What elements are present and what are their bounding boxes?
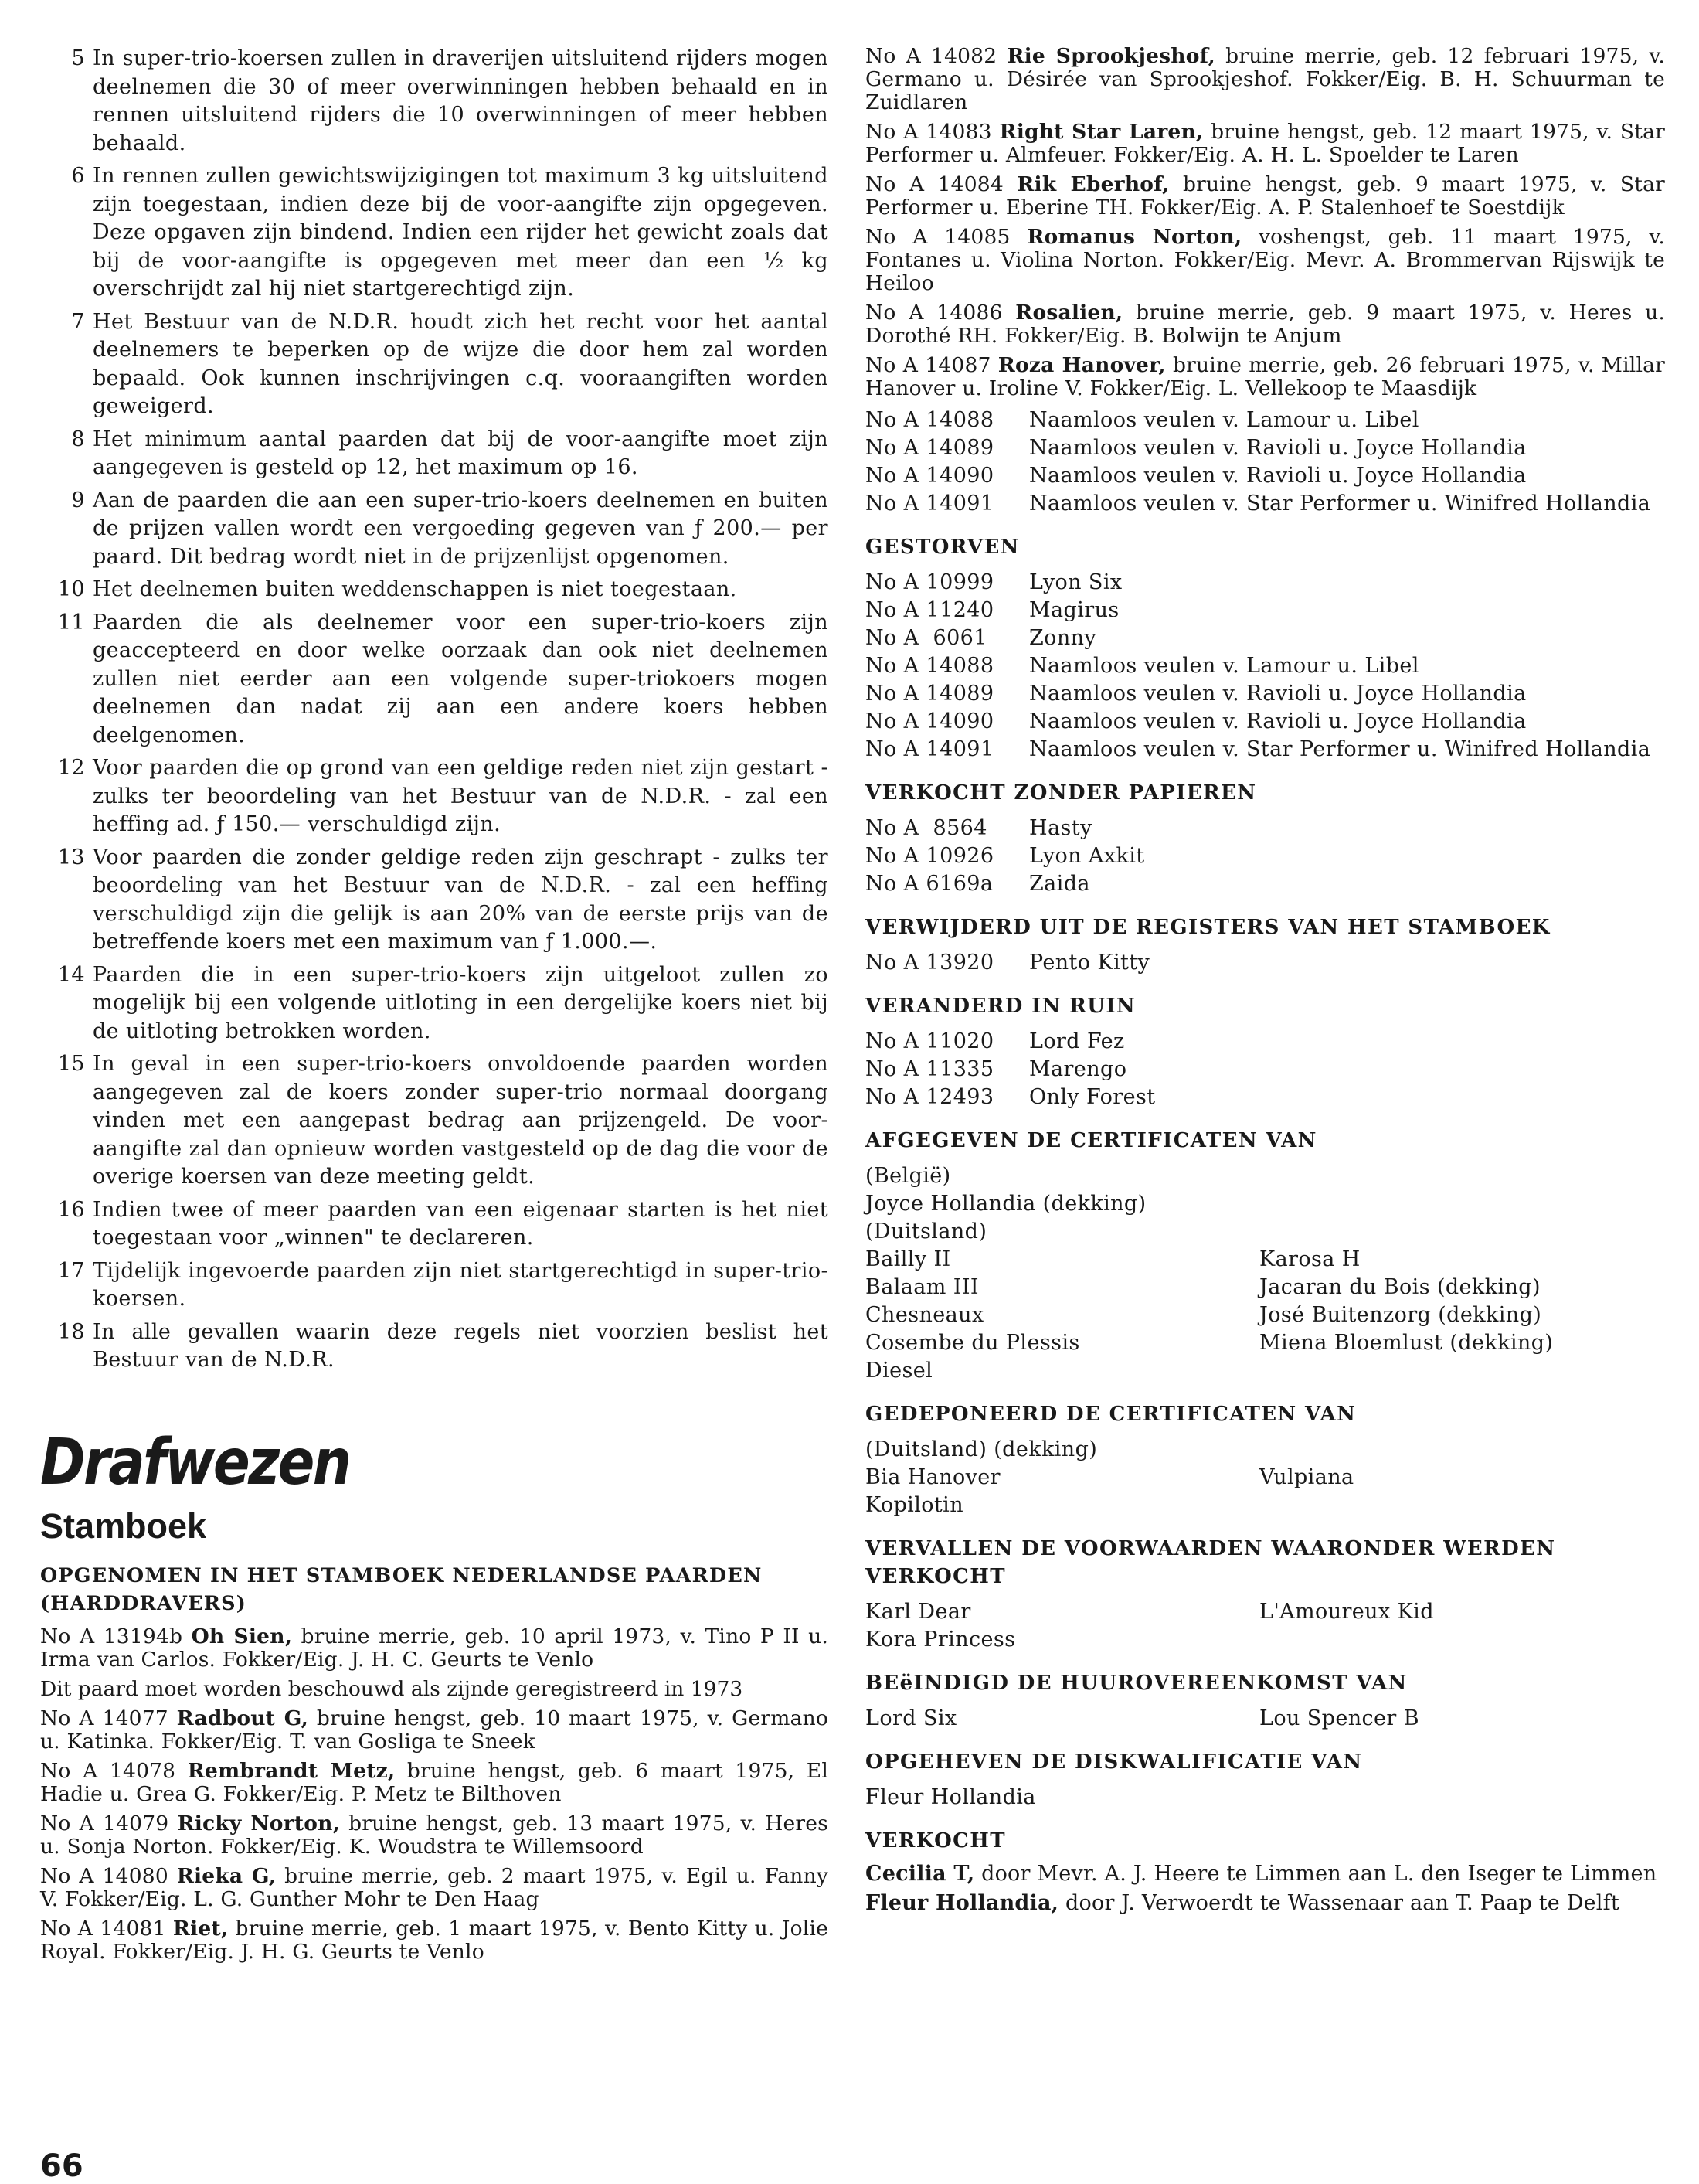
register-line [865, 949, 1665, 977]
line-id: No A 14089 [865, 682, 994, 706]
register-line [865, 736, 1665, 764]
entry-id: No A 14084 [865, 172, 1004, 196]
entry-id: No A 13194b [40, 1624, 183, 1648]
rule-item [40, 1318, 828, 1375]
line-name: Marengo [1029, 1057, 1127, 1081]
line-id: No A 14089 [865, 436, 994, 460]
verkocht-title: VERKOCHT [865, 1829, 1006, 1852]
afgegeven-block [865, 1162, 1665, 1385]
entry-name: Rieka G, [176, 1863, 277, 1888]
rule-text: In alle gevallen waarin deze regels niet voorzien beslist het Bestuur van de N.D.R. [93, 1319, 828, 1372]
grid-name-left: Diesel [865, 1359, 933, 1383]
entry-details: bruine merrie, geb. 26 februari 1975, v. Millar Hanover u. Iroline V. Fokker/Eig. L. Vellekoop te Maasdijk [865, 353, 1666, 400]
entry-name: Rik Eberhof, [1017, 172, 1170, 196]
entry-id: No A 14079 [40, 1811, 169, 1835]
sold-name: Fleur Hollandia, [865, 1891, 1059, 1915]
line-name: Zaida [1029, 872, 1090, 896]
rule-text: Tijdelijk ingevoerde paarden zijn niet startgerechtigd in super-trio-koersen. [93, 1258, 828, 1311]
rule-item [40, 487, 828, 572]
entry-name: Right Star Laren, [999, 120, 1204, 144]
rule-number: 5 [71, 46, 85, 70]
verkocht-list [865, 1863, 1665, 1915]
register-entry [865, 226, 1665, 295]
gestorven-title: GESTORVEN [865, 536, 1020, 559]
grid-name-right: Jacaran du Bois (dekking) [1259, 1275, 1541, 1299]
line-name: Naamloos veulen v. Lamour u. Libel [1029, 654, 1419, 678]
register-entry [865, 301, 1665, 348]
entry-details: bruine hengst, geb. 6 maart 1975, El Hadie u. Grea G. Fokker/Eig. P. Metz te Bilthoven [40, 1758, 829, 1806]
rule-item [40, 844, 828, 957]
grid-name-right: L'Amoureux Kid [1259, 1600, 1434, 1624]
line-id: No A 6061 [865, 626, 987, 650]
rule-text: Het Bestuur van de N.D.R. houdt zich het recht voor het aantal deelnemers te beperken op de wijze die door hem zal worden bepaald. Ook kunnen inschrijvingen c.q. vooraangiften worden geweigerd. [93, 309, 828, 418]
rule-number: 15 [57, 1052, 85, 1076]
grid-name-right: Karosa H [1259, 1247, 1361, 1271]
grid-name-right [1259, 1492, 1665, 1519]
register-line [865, 1083, 1665, 1111]
register-line [865, 815, 1665, 842]
rules-list [40, 45, 828, 1375]
entry-details: bruine merrie, geb. 9 maart 1975, v. Heres u. Dorothé RH. Fokker/Eig. B. Bolwijn te Anjum [865, 301, 1665, 348]
right-column [865, 45, 1665, 1921]
entry-details: bruine merrie, geb. 1 maart 1975, v. Bento Kitty u. Jolie Royal. Fokker/Eig. J. H. G. Geurts te Venlo [40, 1916, 828, 1964]
rule-item [40, 1196, 828, 1253]
registration-note: Dit paard moet worden beschouwd als zijnde geregistreerd in 1973 [40, 1676, 743, 1701]
rule-number: 13 [57, 845, 85, 869]
line-id: No A 11240 [865, 598, 994, 622]
entry-name: Roza Hanover, [997, 353, 1166, 377]
register-line [865, 1056, 1665, 1083]
line-id: No A 10926 [865, 844, 994, 868]
rule-text: Voor paarden die op grond van een geldige reden niet zijn gestart - zulks ter beoordeling van het Bestuur van de N.D.R. - zal een heffing ad. ƒ 150.— verschuldigd zijn. [93, 756, 828, 836]
grid-name-left: Balaam III [865, 1275, 979, 1299]
line-id: No A 13920 [865, 951, 994, 975]
rule-text: Voor paarden die zonder geldige reden zijn geschrapt - zulks ter beoordeling van het Bestuur van de N.D.R. - zal een heffing verschuldigd zijn die gelijk is aan 20% van de eerste prijs van de betreffende koers met een maximum van ƒ 1.000.—. [93, 845, 828, 954]
register-line [865, 1028, 1665, 1056]
register-entry [40, 1760, 828, 1806]
rule-number: 14 [57, 962, 85, 987]
grid-name-right [1259, 1357, 1665, 1385]
rule-number: 6 [71, 164, 85, 188]
line-name: Zonny [1029, 626, 1097, 650]
verwijderd-title: VERWIJDERD UIT DE REGISTERS VAN HET STAMBOEK [865, 916, 1551, 939]
grid-name-left: Bia Hanover [865, 1465, 1001, 1489]
rule-text: Paarden die in een super-trio-koers zijn uitgeloot zullen zo mogelijk bij een volgende uitloting in een dergelijke koers niet bij de uitloting betrokken worden. [93, 962, 828, 1043]
entry-id: No A 14081 [40, 1916, 166, 1941]
afgegeven-belgie-item: Joyce Hollandia (dekking) [865, 1192, 1147, 1216]
sold-details: door J. Verwoerdt te Wassenaar aan T. Paap te Delft [1065, 1891, 1619, 1915]
sold-details: door Mevr. A. J. Heere te Limmen aan L. den Iseger te Limmen [981, 1862, 1657, 1886]
entry-id: No A 14085 [865, 225, 1011, 249]
opgenomen-list [40, 1625, 828, 1964]
line-name: Pento Kitty [1029, 951, 1150, 975]
ruin-title: VERANDERD IN RUIN [865, 995, 1137, 1018]
rule-text: Aan de paarden die aan een super-trio-koers deelnemen en buiten de prijzen vallen wordt een vergoeding gegeven van ƒ 200.— per paard. Dit bedrag wordt niet in de prijzenlijst opgenomen. [93, 488, 828, 569]
line-id: No A 14090 [865, 464, 994, 488]
rule-number: 12 [57, 756, 85, 780]
line-id: No A 14091 [865, 492, 994, 515]
register-entry [865, 121, 1665, 167]
register-entry [40, 1917, 828, 1964]
line-name: Only Forest [1029, 1085, 1156, 1109]
rule-text: Het minimum aantal paarden dat bij de voor-aangifte moet zijn aangegeven is gesteld op 12, het maximum op 16. [93, 427, 828, 479]
gedeponeerd-title: GEDEPONEERD DE CERTIFICATEN VAN [865, 1403, 1357, 1426]
register-line [865, 624, 1665, 652]
opgeheven-title: OPGEHEVEN DE DISKWALIFICATIE VAN [865, 1750, 1363, 1774]
vervallen-title: VERVALLEN DE VOORWAARDEN WAARONDER WERDEN VERKOCHT [865, 1537, 1556, 1588]
register-entry [40, 1625, 828, 1672]
gedeponeerd-grid [865, 1464, 1665, 1519]
entry-name: Romanus Norton, [1027, 225, 1242, 249]
gedeponeerd-sub: (Duitsland) (dekking) [865, 1437, 1098, 1461]
line-name: Magirus [1029, 598, 1120, 622]
line-name: Naamloos veulen v. Ravioli u. Joyce Hollandia [1029, 436, 1527, 460]
section-subheading: Stamboek [40, 1505, 207, 1546]
sold-entry [865, 1863, 1665, 1886]
left-column [40, 45, 828, 1970]
register-entry [865, 173, 1665, 219]
grid-name-left: Karl Dear [865, 1600, 971, 1624]
rule-text: In rennen zullen gewichtswijzigingen tot maximum 3 kg uitsluitend zijn toegestaan, indien deze bij de voor-aangifte zijn opgegeven. Deze opgaven zijn bindend. Indien een rijder het gewicht zoals dat bij de voor-aangifte is opgegeven met meer dan een ½ kg overschrijdt zal hij niet startgerechtigd zijn. [93, 164, 828, 301]
register-line [865, 870, 1665, 898]
grid-name-right [1259, 1626, 1665, 1654]
entry-name: Rie Sprookjeshof, [1007, 44, 1216, 68]
rule-number: 9 [71, 488, 85, 512]
register-entry [865, 354, 1665, 400]
register-line [865, 597, 1665, 624]
line-id: No A 6169a [865, 872, 994, 896]
line-name: Naamloos veulen v. Ravioli u. Joyce Hollandia [1029, 464, 1527, 488]
entry-id: No A 14080 [40, 1863, 168, 1888]
register-entry [865, 45, 1665, 114]
entry-id: No A 14086 [865, 301, 1003, 325]
line-name: Lyon Six [1029, 570, 1123, 594]
rule-item [40, 609, 828, 750]
entry-id: No A 14083 [865, 120, 992, 144]
sold-name: Cecilia T, [865, 1862, 975, 1886]
register-entry [40, 1812, 828, 1859]
grid-name-right: Miena Bloemlust (dekking) [1259, 1331, 1554, 1355]
opgenomen-title: OPGENOMEN IN HET STAMBOEK NEDERLANDSE PAARDEN (HARDDRAVERS) [40, 1563, 763, 1615]
line-name: Naamloos veulen v. Star Performer u. Winifred Hollandia [1029, 737, 1651, 761]
line-id: No A 14091 [865, 737, 994, 761]
vervallen-grid [865, 1598, 1665, 1654]
line-name: Naamloos veulen v. Star Performer u. Winifred Hollandia [1029, 492, 1651, 515]
grid-name-right: José Buitenzorg (dekking) [1259, 1303, 1542, 1327]
rule-item [40, 1050, 828, 1192]
gestorven-list [865, 569, 1665, 764]
ruin-list [865, 1028, 1665, 1111]
register-line [865, 569, 1665, 597]
grid-name-right: Vulpiana [1259, 1465, 1354, 1489]
entry-name: Ricky Norton, [177, 1811, 341, 1835]
grid-name-left: Chesneaux [865, 1303, 984, 1327]
entry-id: No A 14077 [40, 1706, 168, 1730]
opgeheven-item: Fleur Hollandia [865, 1785, 1036, 1809]
register-line [865, 490, 1665, 518]
register-line [865, 708, 1665, 736]
entry-details: voshengst, geb. 11 maart 1975, v. Fontanes u. Violina Norton. Fokker/Eig. Mevr. A. Brommervan Rijswijk te Heiloo [865, 225, 1666, 295]
afgegeven-belgie: (België) [865, 1164, 951, 1188]
line-id: No A 11020 [865, 1029, 994, 1053]
entry-id: No A 14082 [865, 44, 997, 68]
rule-number: 17 [57, 1258, 85, 1283]
right-entries-list [865, 45, 1665, 400]
line-id: No A 14088 [865, 654, 994, 678]
line-name: Naamloos veulen v. Ravioli u. Joyce Hollandia [1029, 709, 1527, 733]
rule-number: 11 [57, 610, 85, 634]
rule-item [40, 1257, 828, 1314]
entry-details: bruine hengst, geb. 13 maart 1975, v. Heres u. Sonja Norton. Fokker/Eig. K. Woudstra te Willemsoord [40, 1811, 828, 1859]
register-line [865, 680, 1665, 708]
afgegeven-duitsland: (Duitsland) [865, 1220, 987, 1243]
entry-id: No A 14078 [40, 1758, 176, 1783]
entry-details: bruine hengst, geb. 12 maart 1975, v. Star Performer u. Almfeuer. Fokker/Eig. A. H. L. Spoelder te Laren [865, 120, 1665, 167]
rule-item [40, 426, 828, 482]
rule-item [40, 961, 828, 1046]
register-line [865, 842, 1665, 870]
grid-name-left: Lord Six [865, 1706, 957, 1730]
line-name: Lyon Axkit [1029, 844, 1145, 868]
entry-name: Rosalien, [1015, 301, 1123, 325]
gedeponeerd-block [865, 1436, 1665, 1519]
entry-details: bruine merrie, geb. 12 februari 1975, v. Germano u. Désirée van Sprookjeshof. Fokker/Eig. B. H. Schuurman te Zuidlaren [865, 44, 1665, 114]
rule-number: 10 [57, 577, 85, 601]
entry-name: Riet, [172, 1916, 229, 1941]
rule-number: 7 [71, 309, 85, 334]
entry-name: Rembrandt Metz, [187, 1758, 396, 1783]
rule-text: In geval in een super-trio-koers onvoldoende paarden worden aangegeven zal de koers zonder super-trio normaal doorgang vinden met een aangepast bedrag aan prijzengeld. De voor-aangifte zal dan opnieuw worden vastgesteld op de dag die voor de overige koersen van deze meeting geldt. [93, 1052, 828, 1189]
register-line [865, 407, 1665, 434]
register-line [865, 434, 1665, 462]
register-line [865, 462, 1665, 490]
line-name: Lord Fez [1029, 1029, 1125, 1053]
line-id: No A 10999 [865, 570, 994, 594]
rule-number: 8 [71, 427, 85, 451]
sold-entry [865, 1892, 1665, 1915]
rule-text: Paarden die als deelnemer voor een super-trio-koers zijn geaccepteerd en door welke oorzaak dan ook niet deelnemen zullen niet eerder aan een volgende super-triokoers mogen deelnemen dan nadat zij aan een andere koers hebben deelgenomen. [93, 610, 828, 747]
rule-item [40, 754, 828, 839]
line-name: Naamloos veulen v. Ravioli u. Joyce Hollandia [1029, 682, 1527, 706]
page-number: 66 [40, 2148, 83, 2184]
grid-name-left: Kopilotin [865, 1493, 963, 1517]
line-name: Hasty [1029, 816, 1092, 840]
entry-details: bruine merrie, geb. 10 april 1973, v. Tino P II u. Irma van Carlos. Fokker/Eig. J. H. C. Geurts te Venlo [40, 1624, 829, 1672]
rule-item [40, 45, 828, 158]
entry-name: Oh Sien, [191, 1624, 293, 1648]
rule-number: 16 [57, 1197, 85, 1222]
grid-name-left: Bailly II [865, 1247, 951, 1271]
afgegeven-title: AFGEGEVEN DE CERTIFICATEN VAN [865, 1129, 1317, 1152]
zonder-papieren-title: VERKOCHT ZONDER PAPIEREN [865, 781, 1257, 805]
rule-item [40, 308, 828, 421]
rule-text: Indien twee of meer paarden van een eigenaar starten is het niet toegestaan voor „winnen" te declareren. [93, 1197, 828, 1250]
line-id: No A 14090 [865, 709, 994, 733]
line-name: Naamloos veulen v. Lamour u. Libel [1029, 408, 1419, 432]
line-id: No A 11335 [865, 1057, 994, 1081]
entry-details: bruine hengst, geb. 10 maart 1975, v. Germano u. Katinka. Fokker/Eig. T. van Gosliga te Sneek [40, 1706, 828, 1754]
grid-name-left: Cosembe du Plessis [865, 1331, 1080, 1355]
rule-item [40, 162, 828, 304]
veulens-list [865, 407, 1665, 518]
entry-id: No A 14087 [865, 353, 991, 377]
line-id: No A 8564 [865, 816, 987, 840]
rule-text: In super-trio-koersen zullen in draverijen uitsluitend rijders mogen deelnemen die 30 of meer overwinningen hebben behaald en in rennen uitsluitend rijders die 10 overwinningen of meer hebben behaald. [93, 46, 828, 155]
entry-details: bruine hengst, geb. 9 maart 1975, v. Star Performer u. Eberine TH. Fokker/Eig. A. P. Stalenhoef te Soestdijk [865, 172, 1665, 219]
grid-name-left: Kora Princess [865, 1628, 1016, 1652]
beeindigd-title: BEëINDIGD DE HUUROVEREENKOMST VAN [865, 1672, 1408, 1695]
rule-item [40, 576, 828, 604]
grid-name-right: Lou Spencer B [1259, 1706, 1419, 1730]
section-heading: Drafwezen [40, 1425, 350, 1499]
zonder-papieren-list [865, 815, 1665, 898]
afgegeven-grid [865, 1246, 1665, 1385]
line-id: No A 14088 [865, 408, 994, 432]
beeindigd-grid [865, 1705, 1665, 1733]
entry-name: Radbout G, [176, 1706, 309, 1730]
rule-text: Het deelnemen buiten weddenschappen is niet toegestaan. [93, 577, 737, 601]
verwijderd-list [865, 949, 1665, 977]
entry-details: bruine merrie, geb. 2 maart 1975, v. Egil u. Fanny V. Fokker/Eig. L. G. Gunther Mohr te Den Haag [40, 1863, 829, 1911]
register-entry [40, 1707, 828, 1754]
register-entry [40, 1865, 828, 1911]
register-line [865, 652, 1665, 680]
rule-number: 18 [57, 1319, 85, 1344]
line-id: No A 12493 [865, 1085, 994, 1109]
